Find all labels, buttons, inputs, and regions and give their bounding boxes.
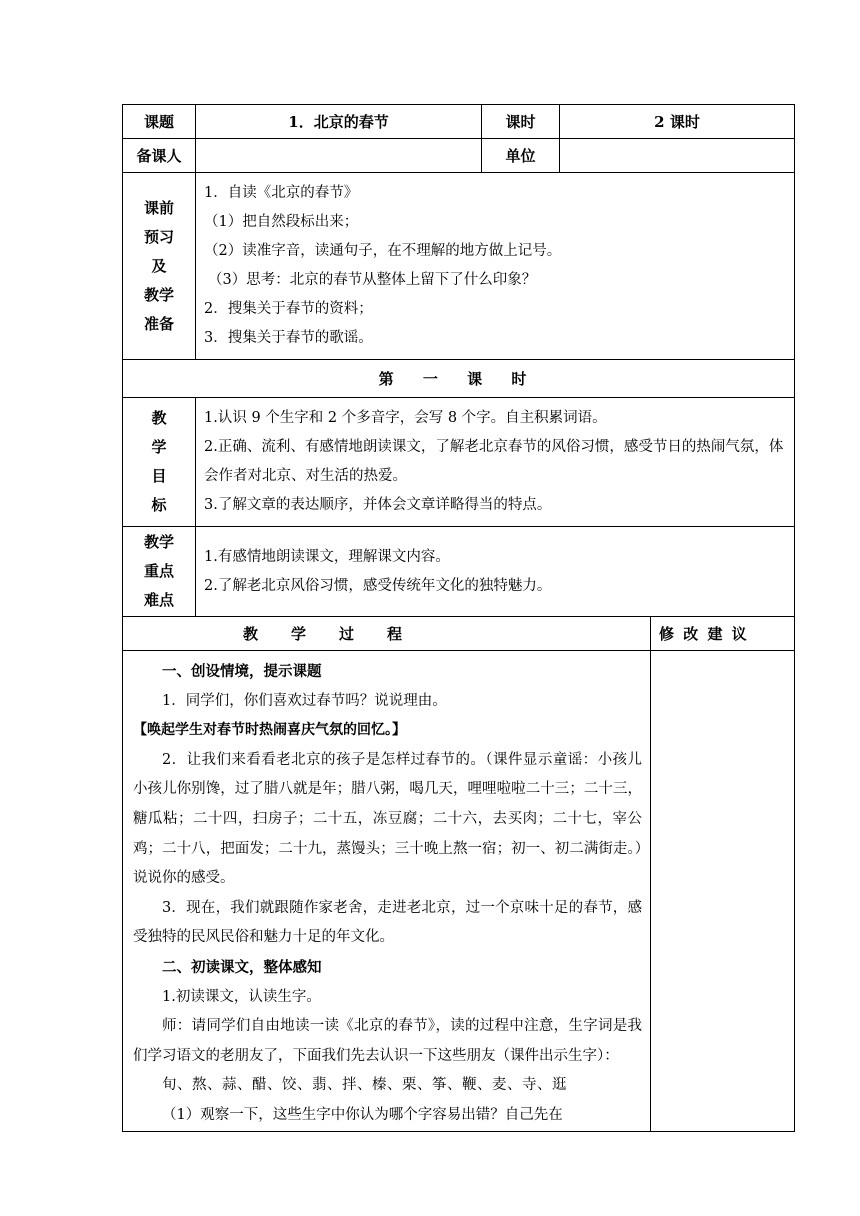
goals-content	[196, 398, 795, 527]
prep-line: （1）把自然段标出来；	[204, 214, 359, 230]
preparer-label: 备课人	[123, 139, 196, 173]
prep-line: （2）读准字音，读通句子，在不理解的地方做上记号。	[204, 243, 562, 259]
paragraph: 1.初读课文，认读生字。	[162, 988, 321, 1005]
key-points-label-line: 教学	[143, 533, 174, 551]
goals-label	[123, 398, 196, 527]
prep-label-line: 准备	[143, 314, 174, 333]
period-label: 课时	[482, 105, 560, 139]
prep-label	[123, 173, 196, 360]
prep-content	[196, 173, 795, 360]
paragraph: 师：请同学们自由地读一读《北京的春节》，读的过程中注意，生字词是我们学习语文的老朋友了，下面我们先去认识一下这些朋友（课件出示生字）：	[133, 1018, 642, 1064]
paragraph: （1）观察一下，这些生字中你认为哪个字容易出错？自己先在	[162, 1106, 563, 1123]
new-characters: 旬、熬、蒜、醋、饺、翡、拌、榛、栗、筝、鞭、麦、寺、逛	[162, 1077, 567, 1094]
goals-label-line: 目	[151, 467, 167, 485]
unit-label: 单位	[482, 139, 560, 173]
teaching-note: 【唤起学生对春节时热闹喜庆气氛的回忆。】	[133, 722, 406, 739]
topic-value: 1．北京的春节	[196, 105, 482, 139]
goals-label-line: 学	[151, 438, 167, 456]
suggestion-cell	[651, 651, 795, 1132]
process-header: 教 学 过 程	[123, 617, 651, 651]
prep-line: 3．搜集关于春节的歌谣。	[204, 330, 373, 346]
lesson-plan-table	[122, 104, 795, 1132]
prep-row	[123, 173, 795, 360]
paragraph: 3．现在，我们就跟随作家老舍，走进老北京，过一个京味十足的春节，感受独特的民风民俗和魅力十足的年文化。	[133, 899, 642, 946]
period-value: 2 课时	[560, 105, 795, 139]
process-body	[123, 651, 651, 1132]
preparer-value	[196, 139, 482, 173]
goals-row	[123, 398, 795, 527]
key-point-line: 1.有感情地朗读课文，理解课文内容。	[204, 548, 450, 565]
key-points-label	[123, 527, 196, 617]
topic-row	[123, 105, 795, 139]
unit-value	[560, 139, 795, 173]
first-lesson-title: 第 一 课 时	[123, 360, 795, 398]
prep-label-line: 预习	[143, 227, 174, 246]
goals-label-line: 标	[151, 496, 167, 514]
key-point-line: 2.了解老北京风俗习惯，感受传统年文化的独特魅力。	[204, 577, 552, 594]
topic-label: 课题	[123, 105, 196, 139]
key-points-row	[123, 527, 795, 617]
prep-label-line: 及	[151, 256, 167, 275]
prep-label-line: 教学	[143, 285, 174, 304]
key-points-content	[196, 527, 795, 617]
paragraph: 1．同学们，你们喜欢过春节吗？说说理由。	[162, 692, 447, 709]
lesson-plan-page	[122, 104, 794, 1132]
goals-label-line: 教	[151, 409, 167, 427]
section-heading: 二、初读课文，整体感知	[162, 958, 322, 976]
key-points-label-line: 重点	[143, 562, 174, 580]
preparer-row	[123, 139, 795, 173]
paragraph: 2．让我们来看看老北京的孩子是怎样过春节的。（课件显示童谣：小孩儿小孩儿你别馋，过了腊八就是年；腊八粥，喝几天，哩哩啦啦二十三；二十三，糖瓜粘；二十四，扫房子；二十五，冻豆腐；二十六，去买肉；二十七，宰公鸡；二十八，把面发；二十九，蒸馒头；三十晚上熬一宿；初一、初二满街走。）说说你的感受。	[133, 751, 642, 887]
goal-line: 3.了解文章的表达顺序，并体会文章详略得当的特点。	[204, 497, 552, 513]
prep-line: （3）思考：北京的春节从整体上留下了什么印象？	[208, 272, 537, 288]
key-points-label-line: 难点	[143, 591, 174, 609]
process-body-row	[123, 651, 795, 1132]
section-heading: 一、创设情境，提示课题	[162, 663, 322, 680]
prep-label-line: 课前	[143, 198, 174, 217]
first-lesson-row	[123, 360, 795, 398]
goal-line: 2.正确、流利、有感情地朗读课文，了解老北京春节的风俗习惯，感受节日的热闹气氛，体会作者对北京、对生活的热爱。	[204, 439, 784, 484]
prep-line: 1．自读《北京的春节》	[204, 185, 359, 201]
process-header-row	[123, 617, 795, 651]
suggestion-header: 修 改 建 议	[651, 617, 795, 651]
prep-line: 2．搜集关于春节的资料；	[204, 301, 373, 317]
goal-line: 1.认识 9 个生字和 2 个多音字，会写 8 个字。自主积累词语。	[204, 410, 607, 426]
